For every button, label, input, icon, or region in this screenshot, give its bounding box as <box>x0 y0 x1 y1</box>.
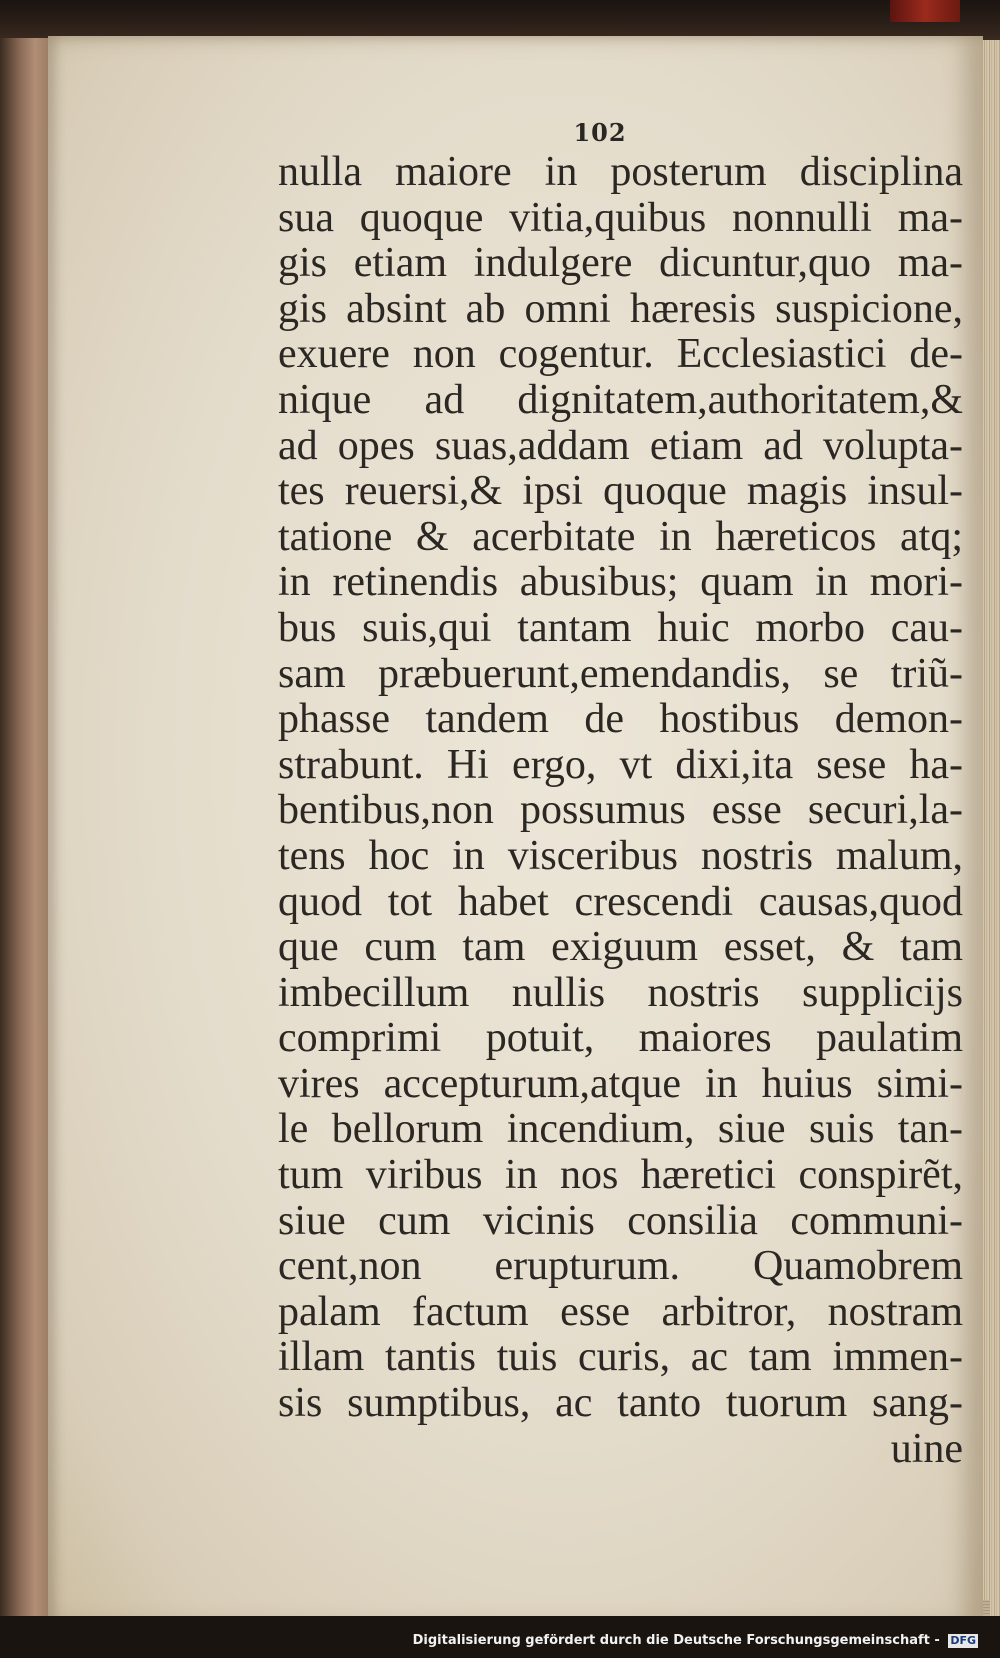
text-line: tum viribus in nos hæretici conspirẽt, <box>278 1152 963 1199</box>
text-line: gis etiam indulgere dicuntur,quo ma- <box>278 240 963 287</box>
page-number: 102 <box>573 118 627 147</box>
digitization-credit <box>413 1633 978 1648</box>
text-line: siue cum vicinis consilia communi- <box>278 1197 963 1244</box>
dfg-logo-icon: DFG <box>950 1633 976 1647</box>
scan-background-top <box>0 0 1000 40</box>
book-cover-edge <box>0 38 50 1618</box>
text-line: tens hoc in visceribus nostris malum, <box>278 832 963 879</box>
text-line: palam factum esse arbitror, nostram <box>278 1288 963 1335</box>
text-line: imbecillum nullis nostris supplicijs <box>278 969 963 1016</box>
text-line: que cum tam exiguum esset, & tam <box>278 924 963 971</box>
text-line: gis absint ab omni hæresis suspicione, <box>278 285 963 332</box>
text-line: tatione & acerbitate in hæreticos atq; <box>278 513 963 560</box>
text-line: sua quoque vitia,quibus nonnulli ma- <box>278 194 963 241</box>
text-line: sam præbuerunt,emendandis, se triũ- <box>278 650 963 697</box>
text-line: quod tot habet crescendi causas,quod <box>278 878 963 925</box>
text-line: bus suis,qui tantam huic morbo cau- <box>278 604 963 651</box>
text-line: nulla maiore in posterum disciplina <box>278 149 963 195</box>
text-line: comprimi potuit, maiores paulatim <box>278 1015 963 1062</box>
text-line: sis sumptibus, ac tanto tuorum sang- <box>278 1380 963 1427</box>
text-line: illam tantis tuis curis, ac tam immen- <box>278 1334 963 1381</box>
text-line: tes reuersi,& ipsi quoque magis insul- <box>278 468 963 515</box>
text-line: exuere non cogentur. Ecclesiastici de- <box>278 331 963 378</box>
text-line: bentibus,non possumus esse securi,la- <box>278 787 963 834</box>
text-line: strabunt. Hi ergo, vt dixi,ita sese ha- <box>278 741 963 788</box>
page-text <box>278 150 963 1472</box>
text-line: ad opes suas,addam etiam ad volupta- <box>278 422 963 469</box>
bookmark-ribbon <box>890 0 960 22</box>
text-line: vires accepturum,atque in huius simi- <box>278 1060 963 1107</box>
text-line: le bellorum incendium, siue suis tan- <box>278 1106 963 1153</box>
text-line: phasse tandem de hostibus demon- <box>278 696 963 743</box>
credit-text: Digitalisierung gefördert durch die Deutsche Forschungsgemeinschaft - <box>412 1633 940 1648</box>
text-line: nique ad dignitatem,authoritatem,& <box>278 376 963 423</box>
text-line: in retinendis abusibus; quam in mori- <box>278 559 963 606</box>
text-line: cent,non erupturum. Quamobrem <box>278 1243 963 1290</box>
catchword: uine <box>890 1425 963 1472</box>
